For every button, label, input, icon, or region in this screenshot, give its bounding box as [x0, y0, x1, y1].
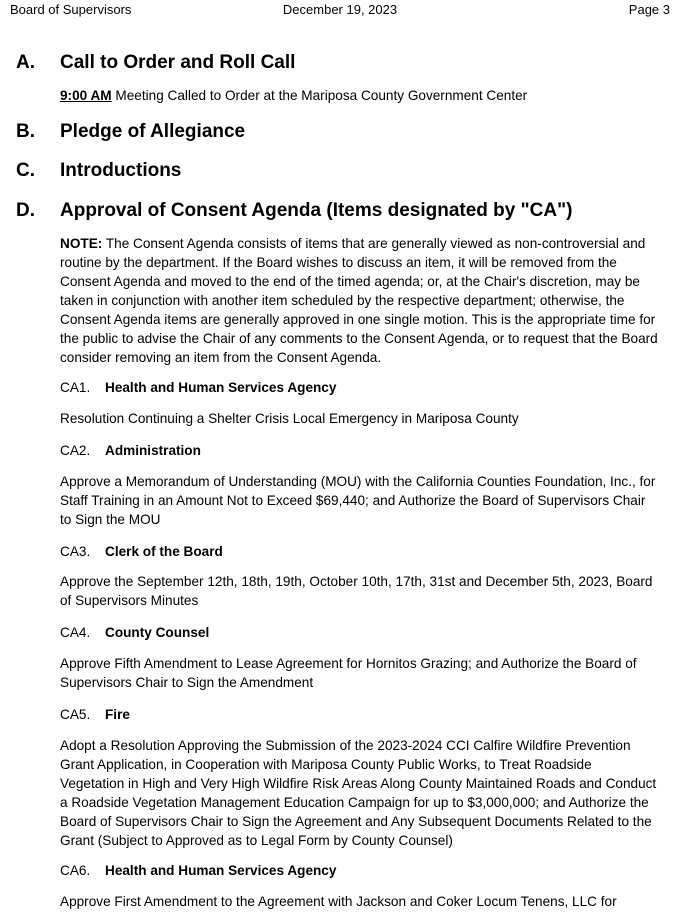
section-d-heading	[16, 200, 572, 222]
agenda-item-ca2	[60, 443, 201, 458]
section-letter: D.	[16, 200, 35, 221]
item-department: County Counsel	[105, 625, 210, 640]
section-title: Approval of Consent Agenda (Items designated by "CA")	[60, 200, 573, 221]
item-description-ca6: Approve First Amendment to the Agreement with Jackson and Coker Locum Tenens, LLC for	[60, 894, 617, 909]
agenda-item-ca5	[60, 707, 130, 722]
header-page-number: Page 3	[628, 2, 670, 17]
section-title: Introductions	[60, 160, 182, 181]
section-b-heading	[16, 121, 245, 143]
meeting-description: Meeting Called to Order at the Mariposa County Government Center	[111, 88, 528, 103]
item-department: Administration	[105, 443, 201, 458]
item-description-ca3: Approve the September 12th, 18th, 19th, October 10th, 17th, 31st and December 5th, 2023, Board of Supervisors Minutes	[60, 574, 653, 608]
call-to-order-text	[60, 86, 658, 105]
item-department: Health and Human Services Agency	[105, 863, 337, 878]
item-description-ca4: Approve Fifth Amendment to Lease Agreement for Hornitos Grazing; and Authorize the Board of Supervisors Chair to Sign the Amendment	[60, 656, 637, 690]
note-text: The Consent Agenda consists of items that are generally viewed as non-controversial and routine by the department. If the Board wishes to discuss an item, it will be removed from the Consent Agenda and moved to the end of the timed agenda; or, at the Chair's discretion, may be taken in conjunction with another item scheduled by the respective department; otherwise, the Consent Agenda items are generally approved in one single motion. This is the appropriate time for the public to advise the Chair of any comments to the Consent Agenda, or to request that the Board consider removing an item from the Consent Agenda.	[60, 236, 658, 365]
item-department: Health and Human Services Agency	[105, 380, 337, 395]
agenda-item-ca4	[60, 625, 209, 640]
section-letter: A.	[16, 52, 35, 73]
item-department: Clerk of the Board	[105, 544, 223, 559]
item-description-ca2: Approve a Memorandum of Understanding (MOU) with the California Counties Foundation, Inc., for Staff Training in an Amount Not to Exceed $69,440; and Authorize the Board of Supervisors Chair to Sign the MOU	[60, 474, 656, 527]
item-code: CA5.	[60, 707, 91, 722]
item-description-ca1: Resolution Continuing a Shelter Crisis Local Emergency in Mariposa County	[60, 411, 519, 426]
header-date: December 19, 2023	[282, 2, 398, 17]
section-letter: B.	[16, 121, 35, 142]
section-a-heading	[16, 52, 295, 74]
item-code: CA4.	[60, 625, 91, 640]
agenda-item-ca6	[60, 863, 336, 878]
item-code: CA6.	[60, 863, 91, 878]
page-header	[10, 2, 670, 20]
section-letter: C.	[16, 160, 35, 181]
note-label: NOTE:	[60, 236, 103, 251]
meeting-time: 9:00 AM	[60, 88, 112, 103]
item-department: Fire	[105, 707, 130, 722]
section-title: Pledge of Allegiance	[60, 121, 246, 142]
item-code: CA1.	[60, 380, 91, 395]
item-code: CA3.	[60, 544, 91, 559]
agenda-item-ca1	[60, 380, 336, 395]
section-c-heading	[16, 160, 181, 182]
consent-agenda-note	[60, 234, 658, 367]
item-code: CA2.	[60, 443, 91, 458]
header-board-name: Board of Supervisors	[10, 2, 132, 17]
item-description-ca5: Adopt a Resolution Approving the Submission of the 2023-2024 CCI Calfire Wildfire Prevention Grant Application, in Cooperation with Mariposa County Public Works, to Treat Roadside Vegetation in High and Very High Wildfire Risk Areas Along County Maintained Roads and Conduct a Roadside Vegetation Management Education Campaign for up to $3,000,000; and Authorize the Board of Supervisors Chair to Sign the Agreement and Any Subsequent Documents Related to the Grant (Subject to Approved as to Legal Form by County Counsel)	[60, 738, 657, 848]
agenda-item-ca3	[60, 544, 223, 559]
section-title: Call to Order and Roll Call	[60, 52, 296, 73]
